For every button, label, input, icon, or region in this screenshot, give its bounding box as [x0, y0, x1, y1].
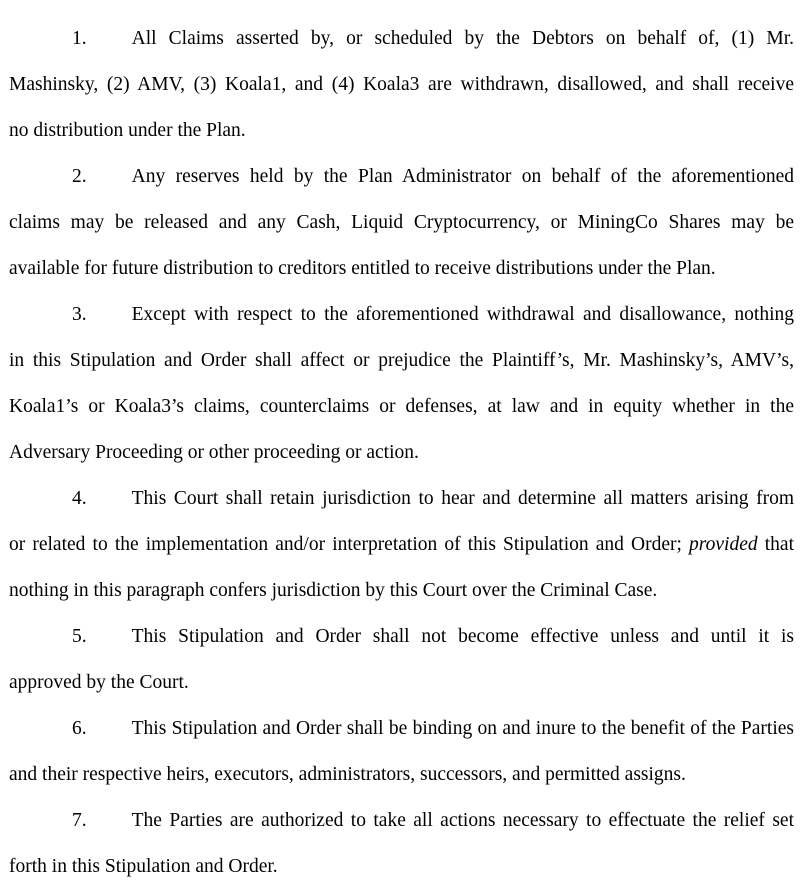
paragraph-6 — [9, 706, 794, 798]
paragraph-text: The Parties are authorized to take all actions necessary to effectuate the relief set — [131, 810, 794, 831]
paragraph-line: no distribution under the Plan. — [9, 120, 246, 141]
paragraph-line: claims may be released and any Cash, Liquid Cryptocurrency, or MiningCo Shares may be — [9, 212, 794, 233]
paragraph-line: nothing in this paragraph confers jurisdiction by this Court over the Criminal Case. — [9, 580, 658, 601]
paragraph-line — [9, 798, 794, 844]
paragraph-line: available for future distribution to creditors entitled to receive distributions under the Plan. — [9, 258, 716, 279]
tab-spacer — [87, 641, 132, 642]
paragraph-text: Any reserves held by the Plan Administrator on behalf of the aforementioned — [131, 166, 794, 187]
paragraph-number: 7. — [72, 810, 87, 831]
paragraph-number: 6. — [72, 718, 87, 739]
paragraph-text: All Claims asserted by, or scheduled by the Debtors on behalf of, (1) Mr. — [131, 28, 794, 49]
italic-term: provided — [689, 534, 758, 555]
paragraph-number: 4. — [72, 488, 87, 509]
paragraph-2 — [9, 154, 794, 292]
paragraph-5 — [9, 614, 794, 706]
paragraph-1 — [9, 16, 794, 154]
paragraph-line: Mashinsky, (2) AMV, (3) Koala1, and (4) Koala3 are withdrawn, disallowed, and shall receive — [9, 74, 794, 95]
tab-spacer — [87, 825, 132, 826]
paragraph-text: or related to the implementation and/or interpretation of this Stipulation and Order; — [9, 534, 690, 555]
paragraph-line — [9, 16, 794, 62]
paragraph-line: and their respective heirs, executors, administrators, successors, and permitted assigns. — [9, 764, 686, 785]
paragraph-7 — [9, 798, 794, 890]
paragraph-text: that — [757, 534, 794, 555]
paragraph-number: 1. — [72, 28, 87, 49]
tab-spacer — [87, 181, 132, 182]
paragraph-4 — [9, 476, 794, 614]
paragraph-line — [9, 614, 794, 660]
paragraph-text: This Court shall retain jurisdiction to hear and determine all matters arising from — [131, 488, 794, 509]
paragraph-line — [9, 476, 794, 522]
paragraph-line: approved by the Court. — [9, 672, 189, 693]
paragraph-line: in this Stipulation and Order shall affect or prejudice the Plaintiff’s, Mr. Mashinsky’s, AMV’s, — [9, 350, 794, 371]
paragraph-3 — [9, 292, 794, 476]
paragraph-number: 3. — [72, 304, 87, 325]
paragraph-line — [9, 706, 794, 752]
paragraph-line: forth in this Stipulation and Order. — [9, 856, 278, 877]
paragraph-line — [9, 154, 794, 200]
paragraph-number: 2. — [72, 166, 87, 187]
paragraph-text: This Stipulation and Order shall be binding on and inure to the benefit of the Parties — [131, 718, 794, 739]
paragraph-line: Koala1’s or Koala3’s claims, counterclaims or defenses, at law and in equity whether in the — [9, 396, 794, 417]
tab-spacer — [87, 43, 132, 44]
paragraph-number: 5. — [72, 626, 87, 647]
paragraph-line — [9, 522, 794, 568]
tab-spacer — [87, 503, 132, 504]
tab-spacer — [87, 319, 132, 320]
paragraph-line — [9, 292, 794, 338]
paragraph-text: Except with respect to the aforementioned withdrawal and disallowance, nothing — [131, 304, 794, 325]
tab-spacer — [87, 733, 132, 734]
paragraph-line: Adversary Proceeding or other proceeding or action. — [9, 442, 419, 463]
paragraph-text: This Stipulation and Order shall not become effective unless and until it is — [131, 626, 794, 647]
